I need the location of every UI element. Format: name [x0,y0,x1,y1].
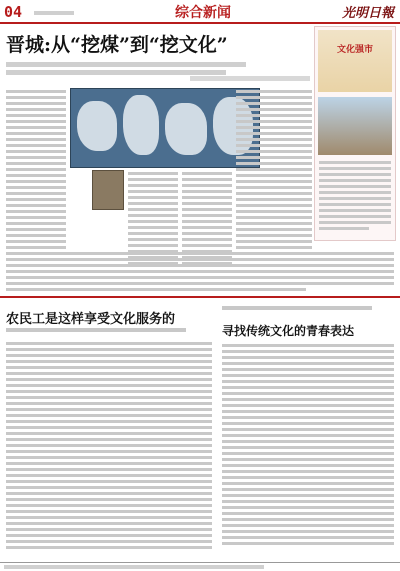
page-number: 04 [4,3,23,21]
sidebar-illustration [318,30,392,92]
top-story-column-4 [236,90,312,258]
sidebar-box [314,26,396,241]
top-story-photo [70,88,260,168]
page-footer [0,562,400,571]
below-fold-text [6,252,394,294]
bottom-left-headline: 农民工是这样享受文化服务的 [6,312,176,327]
section-divider [0,296,400,298]
bottom-left-body [6,342,212,552]
section-name: 综合新闻 [175,5,231,21]
bottom-right-kicker [222,306,372,313]
bottom-left-deck [6,328,186,335]
sidebar-photo [318,97,392,155]
footer-text [4,565,264,569]
page-date [34,11,74,15]
inset-photo [92,170,124,210]
sidebar-text [319,161,391,233]
bottom-right-headline: 寻找传统文化的青春表达 [222,324,355,338]
bottom-right-body [222,344,394,548]
top-story-byline [190,76,310,81]
top-story-headline: 晋城:从“挖煤”到“挖文化” [6,34,228,56]
newspaper-logo: 光明日報 [341,6,394,21]
sidebar-title: 文化强市 [336,45,373,55]
masthead [0,0,400,24]
